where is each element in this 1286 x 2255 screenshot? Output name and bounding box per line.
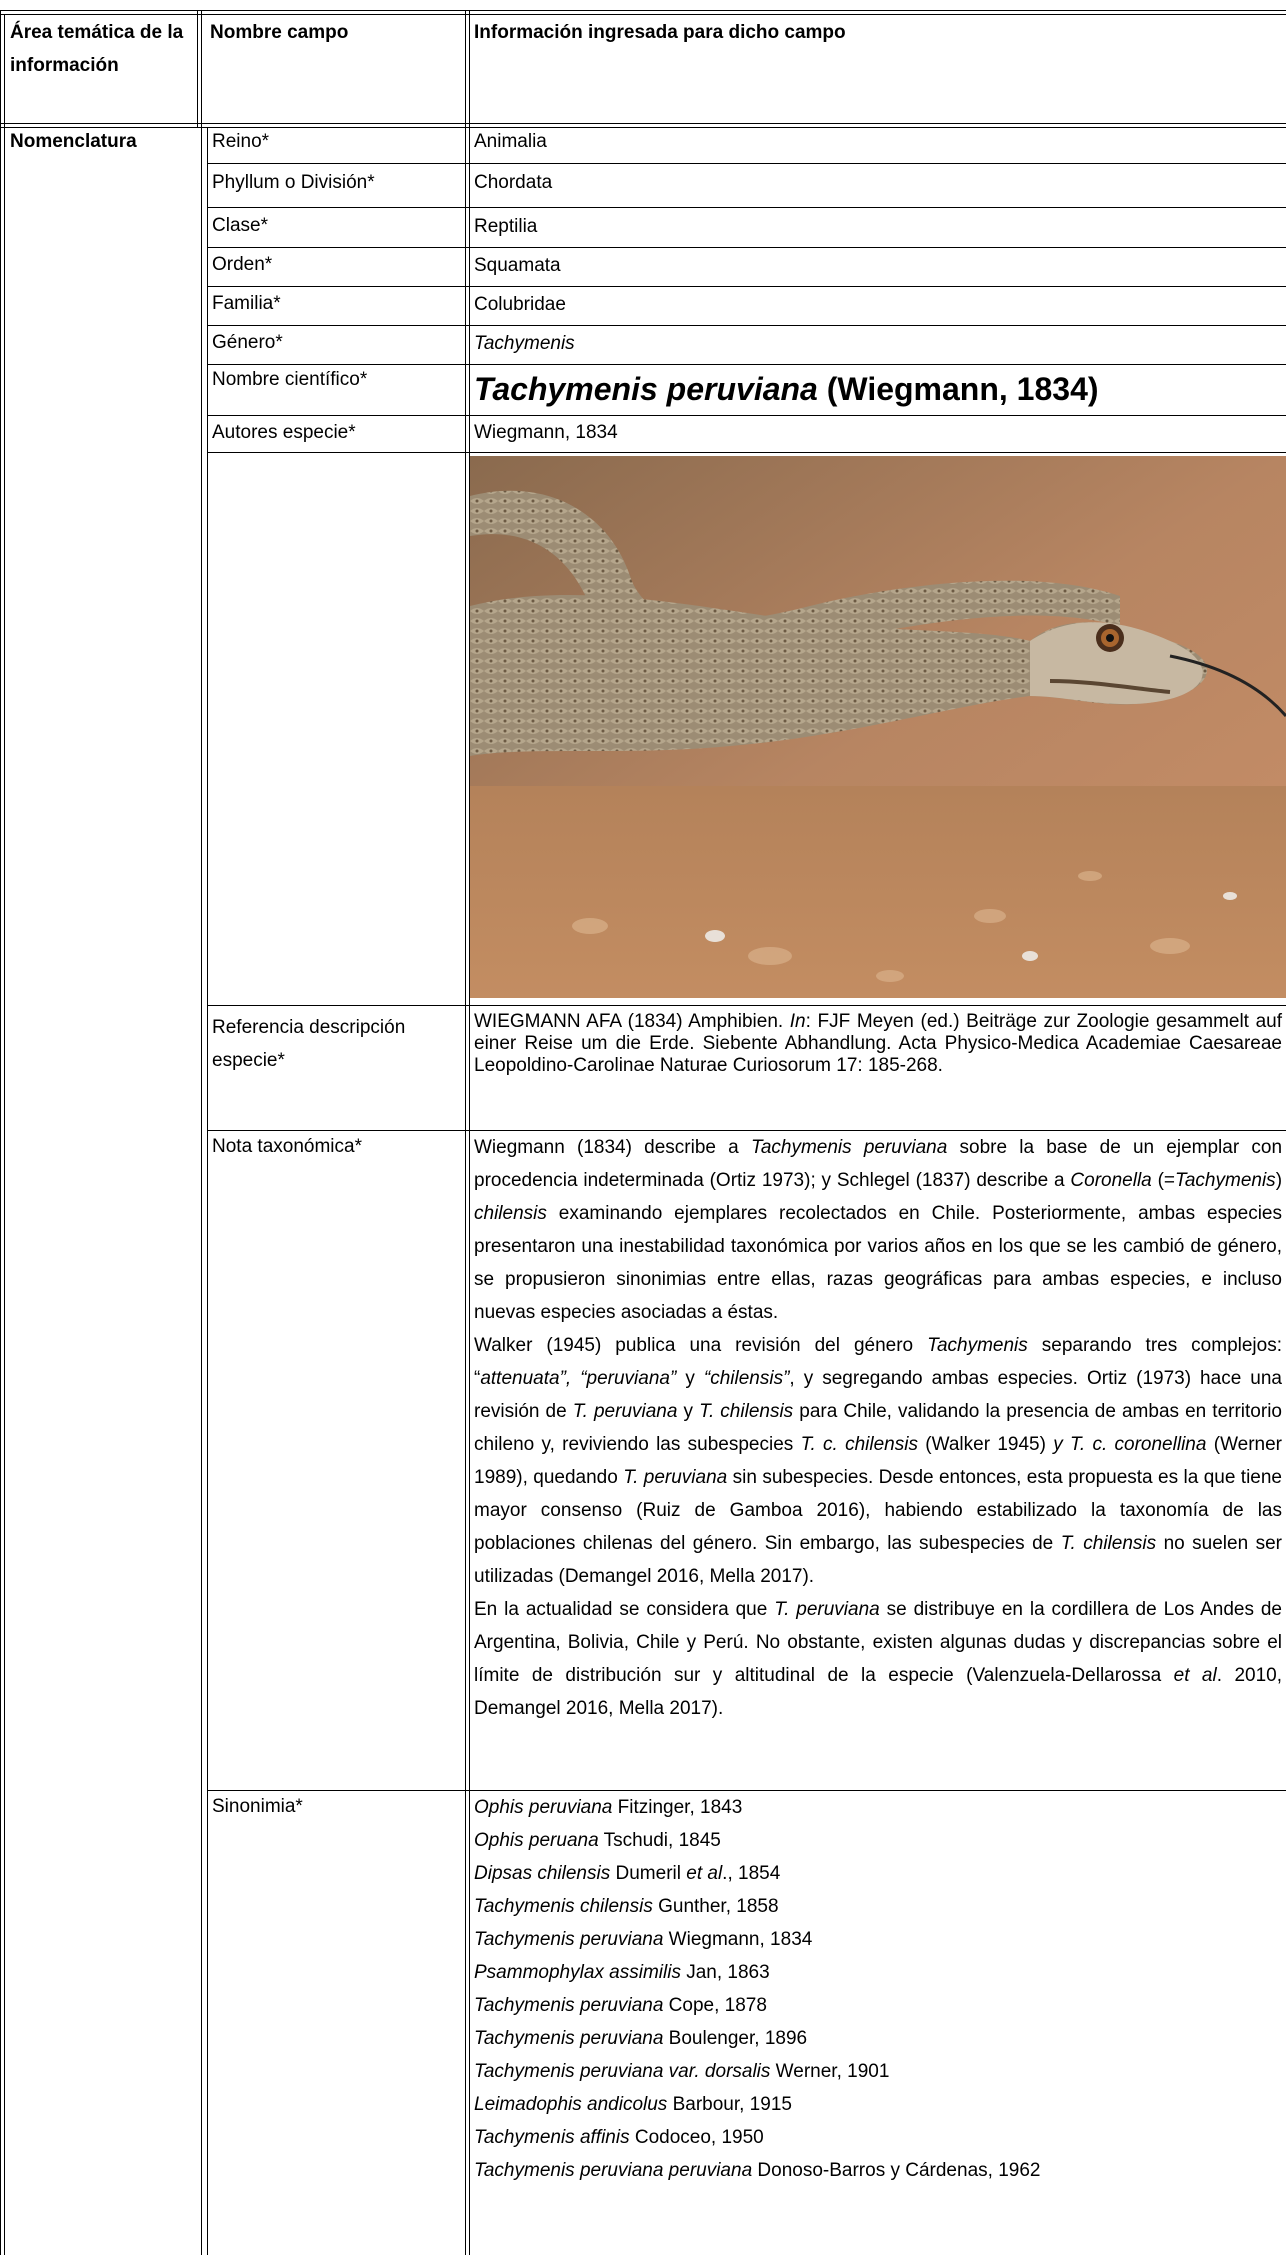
table-rule [0,10,1286,11]
nota-text: , y segregando ambas especies. Ortiz (1973) hace una revisión de [474,1368,1282,1422]
synonym-name: Leimadophis andicolus [474,2094,668,2115]
synonym-author: Jan, 1863 [680,1962,770,1983]
synonym-author: Werner, 1901 [770,2061,890,2082]
nota-italic: T. peruviana [572,1401,678,1422]
header-field-name: Nombre campo [210,22,349,43]
label-familia: Familia* [212,293,281,314]
synonym-author: Boulenger, 1896 [663,2028,808,2049]
value-referencia [474,1011,1282,1077]
synonym-item [474,1989,1282,2022]
synonym-list [474,1791,1282,2187]
label-clase: Clase* [212,215,268,236]
label-autores: Autores especie* [212,422,356,443]
label-sinonimia: Sinonimia* [212,1796,303,1817]
table-rule [207,163,1286,164]
scientific-name-italic: Tachymenis peruviana [474,371,818,407]
label-genero: Género* [212,332,283,353]
nota-italic: Coronella [1070,1170,1152,1191]
snake-photo [470,456,1286,998]
nota-text: ) [1275,1170,1283,1191]
table-rule [0,14,1286,15]
synonym-name: Tachymenis peruviana [474,2028,664,2049]
synonym-name: Ophis peruana [474,1830,599,1851]
table-rule [207,1005,1286,1006]
synonym-item [474,2022,1282,2055]
nota-italic: “chilensis” [703,1368,790,1389]
table-rule [469,10,470,2255]
synonym-item [474,1890,1282,1923]
label-nota: Nota taxonómica* [212,1136,362,1157]
value-orden: Squamata [474,255,561,276]
synonym-item [474,1956,1282,1989]
nota-italic: et al [1173,1665,1217,1686]
area-label: Nomenclatura [10,131,137,152]
table-rule [207,415,1286,416]
nota-italic: T. chilensis [1060,1533,1157,1554]
synonym-item [474,2121,1282,2154]
table-rule [197,10,198,127]
synonym-item [474,2055,1282,2088]
ref-in: In [789,1011,806,1032]
value-reino: Animalia [474,131,547,152]
nota-text: . 2010, Demangel 2016, Mella 2017). [474,1665,1282,1719]
synonym-item [474,1923,1282,1956]
nota-italic: y T. c. coronellina [1053,1434,1207,1455]
table-rule [207,207,1286,208]
snake-photo-icon [470,456,1286,998]
nota-italic: Tachymenis [927,1335,1028,1356]
scientific-name-author: (Wiegmann, 1834) [817,371,1099,407]
nota-italic: T. c. chilensis [800,1434,918,1455]
nota-text: sobre la base de un ejemplar con procedencia indeterminada (Ortiz 1973); y Schlegel (1837) describe a [474,1137,1283,1191]
label-referencia: Referencia descripción especie* [212,1017,406,1071]
synonym-name: Tachymenis affinis [474,2127,630,2148]
nota-text: En la actualidad se considera que [474,1599,775,1620]
nota-paragraph-3 [474,1593,1282,1725]
synonym-etal: et al [686,1863,723,1884]
label-reino: Reino* [212,131,270,152]
nota-text: no suelen ser utilizadas (Demangel 2016, Mella 2017). [474,1533,1282,1587]
nota-text: y [676,1368,704,1389]
synonym-name: Psammophylax assimilis [474,1962,681,1983]
label-orden: Orden* [212,254,273,275]
table-rule [207,325,1286,326]
synonym-item [474,2088,1282,2121]
synonym-author: Codoceo, 1950 [629,2127,764,2148]
table-rule [465,10,466,2255]
nota-italic: T. peruviana [774,1599,880,1620]
table-rule [207,127,208,2255]
ref-text: WIEGMANN AFA (1834) Amphibien. [474,1011,790,1032]
value-phyllum: Chordata [474,172,553,193]
nota-text: examinando ejemplares recolectados en Chile. Posteriormente, ambas especies presentaron una inestabilidad taxonómica por varios años en los que se les cambió de género, se propusieron sinonimias entre ellas, razas geográficas para ambas especies, e incluso nuevas especies asociadas a éstas. [474,1203,1282,1323]
synonym-author: Tschudi, 1845 [598,1830,721,1851]
synonym-author: Gunther, 1858 [652,1896,779,1917]
synonym-author: Donoso-Barros y Cárdenas, 1962 [752,2160,1041,2181]
value-nota [474,1131,1282,1725]
synonym-item [474,1857,1282,1890]
nota-italic: attenuata”, “peruviana” [480,1368,677,1389]
value-autores: Wiegmann, 1834 [474,422,618,443]
table-rule [0,127,1286,128]
nota-italic: Tachymenis peruviana [750,1137,948,1158]
synonym-author: Wiegmann, 1834 [663,1929,813,1950]
label-phyllum: Phyllum o División* [212,172,375,193]
table-rule [0,123,1286,124]
synonym-name: Dipsas chilensis [474,1863,611,1884]
nota-paragraph-2 [474,1329,1282,1593]
synonym-item [474,1824,1282,1857]
synonym-author: Cope, 1878 [663,1995,767,2016]
nota-text: (= [1151,1170,1175,1191]
ref-text-2: : FJF Meyen (ed.) Beiträge zur Zoologie gesammelt auf einer Reise um die Erde. Siebente Abhandlung. Acta Physico-Medica Academiae Caesareae Leopoldino-Carolinae Naturae Curiosorum 17: 185-268. [474,1011,1282,1076]
nota-paragraph-1 [474,1131,1282,1329]
synonym-year: ., 1854 [722,1863,781,1884]
nota-text: para Chile, validando la presencia de ambas en territorio chileno y, reviviendo las subespecies [474,1401,1282,1455]
nota-text: (Werner 1989), quedando [474,1434,1283,1488]
synonym-item [474,2154,1282,2187]
synonym-name: Tachymenis peruviana [474,1929,664,1950]
synonym-item [474,1791,1282,1824]
value-genero: Tachymenis [474,333,575,354]
value-nombre-cientifico [474,369,1099,409]
header-area: Área temática de la información [10,22,184,76]
table-rule [4,14,5,2255]
nota-text: (Walker 1945) [917,1434,1054,1455]
nota-italic: T. peruviana [623,1467,728,1488]
synonym-name: Tachymenis peruviana var. dorsalis [474,2061,771,2082]
table-rule [201,10,202,2255]
synonym-author: Fitzinger, 1843 [612,1797,743,1818]
nota-text: separando tres complejos: “ [474,1335,1283,1389]
nota-text: y [677,1401,700,1422]
nota-text: sin subespecies. Desde entonces, esta propuesta es la que tiene mayor consenso (Ruiz de Gamboa 2016), habiendo estabilizado la taxonomía de las poblaciones chilenas del género. Sin embargo, las subespecies de [474,1467,1283,1554]
nota-italic: chilensis [474,1203,547,1224]
nota-italic: T. chilensis [699,1401,794,1422]
table-rule [0,10,1,2255]
nota-italic: Tachymenis [1175,1170,1276,1191]
table-rule [207,247,1286,248]
synonym-author: Barbour, 1915 [667,2094,792,2115]
header-field-info: Información ingresada para dicho campo [474,22,846,43]
synonym-name: Tachymenis chilensis [474,1896,653,1917]
value-familia: Colubridae [474,294,566,315]
synonym-author: Dumeril [610,1863,687,1884]
label-nombre-cientifico: Nombre científico* [212,369,368,390]
synonym-name: Tachymenis peruviana peruviana [474,2160,753,2181]
value-clase: Reptilia [474,216,538,237]
nota-text: Wiegmann (1834) describe a [474,1137,751,1158]
nota-text: se distribuye en la cordillera de Los Andes de Argentina, Bolivia, Chile y Perú. No obstante, existen algunas dudas y discrepancias sobre el límite de distribución sur y altitudinal de la especie (Valenzuela-Dellarossa [474,1599,1282,1686]
synonym-name: Tachymenis peruviana [474,1995,664,2016]
nota-text: Walker (1945) publica una revisión del género [474,1335,928,1356]
table-rule [207,286,1286,287]
table-rule [207,452,1286,453]
synonym-name: Ophis peruviana [474,1797,613,1818]
table-rule [207,364,1286,365]
